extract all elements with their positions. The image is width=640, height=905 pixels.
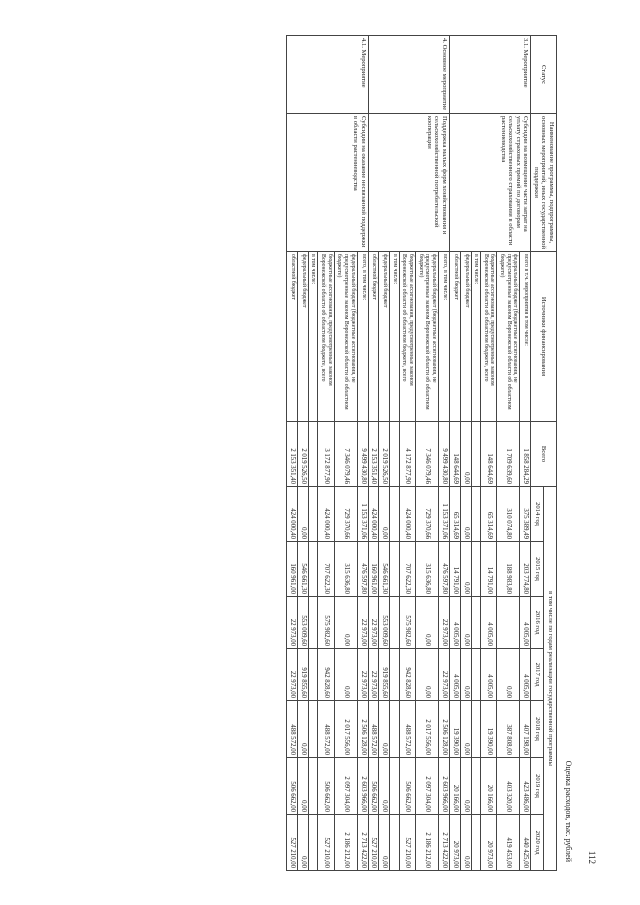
year-value: 575 982,60 — [318, 597, 334, 649]
year-value: 4 005,00 — [520, 649, 531, 701]
year-value: 476 597,80 — [439, 542, 450, 597]
year-value — [308, 758, 318, 815]
year-value: 2 186 212,00 — [334, 815, 357, 871]
year-value: 0,00 — [334, 597, 357, 649]
year-value: 546 661,30 — [297, 542, 308, 597]
year-value: 2 097 304,00 — [334, 758, 357, 815]
total-value: 9 499 430,80 — [439, 422, 450, 487]
rotated-sheet-frame — [35, 35, 595, 870]
year-value: 0,00 — [297, 815, 308, 871]
funding-source: всего, в том числе: — [357, 252, 368, 422]
year-value: 729 370,66 — [416, 487, 439, 542]
total-value: 1 709 639,60 — [497, 422, 520, 487]
year-value: 19 390,00 — [449, 701, 460, 758]
year-value: 2 097 304,00 — [416, 758, 439, 815]
total-value: 3 172 877,90 — [318, 422, 334, 487]
year-value: 919 855,60 — [297, 649, 308, 701]
year-value: 407 198,00 — [520, 701, 531, 758]
funding-source: бюджетные ассигнования, предусмотренные законом Воронежской области об областном бюджете, всего — [481, 252, 497, 422]
funding-source: федеральный бюджет (бюджетные ассигнования, не предусмотренные законом Воронежской области об областном бюджете) — [334, 252, 357, 422]
year-value: 188 983,80 — [497, 542, 520, 597]
funding-source: бюджетные ассигнования, предусмотренные законом Воронежской области об областном бюджете, всего — [399, 252, 415, 422]
funding-source: федеральный бюджет (бюджетные ассигнования, не предусмотренные законом Воронежской области об областном бюджете) — [416, 252, 439, 422]
year-value — [471, 701, 481, 758]
year-value: 22 973,00 — [439, 597, 450, 649]
total-value: 148 644,69 — [449, 422, 460, 487]
total-value: 4 172 877,90 — [399, 422, 415, 487]
page-number: 112 — [587, 850, 597, 864]
year-value: 942 828,60 — [399, 649, 415, 701]
year-value — [471, 542, 481, 597]
year-value: 423 486,00 — [520, 758, 531, 815]
total-value — [308, 422, 318, 487]
year-value: 160 961,00 — [368, 542, 379, 597]
total-value: 2 019 526,50 — [297, 422, 308, 487]
header-year: 2014 год — [531, 487, 544, 542]
header-year: 2020 год — [531, 815, 544, 871]
year-value: 2 017 556,00 — [416, 701, 439, 758]
year-value: 2 603 966,00 — [357, 758, 368, 815]
total-value: 1 858 284,29 — [520, 422, 531, 487]
row-status: 4. Основное мероприятие — [368, 36, 449, 114]
year-value: 2 506 128,00 — [357, 701, 368, 758]
expenditure-caption: Оценка расходов, тыс. рублей — [564, 760, 573, 862]
year-value: 22 973,00 — [439, 649, 450, 701]
table-row — [357, 36, 368, 871]
year-value: 419 453,00 — [497, 815, 520, 871]
year-value: 65 314,69 — [481, 487, 497, 542]
total-value: 2 153 351,40 — [368, 422, 379, 487]
year-value: 0,00 — [460, 815, 471, 871]
total-value: 2 153 351,40 — [287, 422, 298, 487]
year-value: 424 000,40 — [287, 487, 298, 542]
year-value: 506 662,00 — [287, 758, 298, 815]
funding-source: областной бюджет — [287, 252, 298, 422]
year-value: 476 597,80 — [357, 542, 368, 597]
year-value: 0,00 — [416, 649, 439, 701]
year-value: 553 009,60 — [379, 597, 390, 649]
year-value: 22 973,00 — [357, 597, 368, 649]
year-value: 0,00 — [460, 649, 471, 701]
year-value: 424 000,40 — [399, 487, 415, 542]
table-row — [439, 36, 450, 871]
year-value: 506 662,00 — [368, 758, 379, 815]
year-value: 20 973,00 — [449, 815, 460, 871]
year-value — [308, 542, 318, 597]
year-value: 14 791,00 — [449, 542, 460, 597]
year-value: 2 713 422,00 — [357, 815, 368, 871]
row-status: 3.1. Мероприятие — [449, 36, 530, 114]
header-total: Всего — [531, 422, 557, 487]
year-value: 0,00 — [334, 649, 357, 701]
year-value — [471, 597, 481, 649]
year-value: 488 572,00 — [318, 701, 334, 758]
year-value: 0,00 — [379, 701, 390, 758]
row-status: 4.1. Мероприятие — [287, 36, 368, 114]
year-value: 20 166,00 — [449, 758, 460, 815]
year-value: 19 390,00 — [481, 701, 497, 758]
funding-source: областной бюджет — [449, 252, 460, 422]
year-value — [471, 487, 481, 542]
year-value — [308, 597, 318, 649]
header-name: Наименование программы, подпрограммы, основных мероприятий, иных государственной поддержки — [531, 114, 557, 252]
year-value: 22 973,00 — [368, 649, 379, 701]
year-value: 160 961,00 — [287, 542, 298, 597]
year-value: 4 005,00 — [449, 649, 460, 701]
header-status: Статус — [531, 36, 557, 114]
year-value: 14 791,00 — [481, 542, 497, 597]
funding-source: всего в т.ч. мероприятия в том числе: — [520, 252, 531, 422]
year-value: 403 320,00 — [497, 758, 520, 815]
year-value: 0,00 — [460, 758, 471, 815]
year-value: 0,00 — [460, 542, 471, 597]
year-value: 527 210,00 — [368, 815, 379, 871]
funding-source: в том числе: — [390, 252, 400, 422]
table-body — [287, 36, 531, 871]
landscape-sheet — [35, 35, 595, 870]
year-value: 488 572,00 — [287, 701, 298, 758]
funding-source: в том числе: — [471, 252, 481, 422]
year-value — [471, 758, 481, 815]
year-value: 22 973,00 — [287, 597, 298, 649]
year-value: 0,00 — [460, 597, 471, 649]
year-value: 4 005,00 — [449, 597, 460, 649]
year-value: 310 074,80 — [497, 487, 520, 542]
year-value — [390, 487, 400, 542]
year-value: 527 210,00 — [318, 815, 334, 871]
year-value: 315 636,80 — [334, 542, 357, 597]
total-value: 9 499 430,80 — [357, 422, 368, 487]
funding-source: федеральный бюджет — [379, 252, 390, 422]
year-value: 387 808,00 — [497, 701, 520, 758]
year-value: 22 973,00 — [287, 649, 298, 701]
year-value: 22 973,00 — [357, 649, 368, 701]
year-value: 0,00 — [297, 758, 308, 815]
year-value: 0,00 — [297, 487, 308, 542]
year-value: 0,00 — [379, 815, 390, 871]
total-value: 0,00 — [460, 422, 471, 487]
year-value: 488 572,00 — [368, 701, 379, 758]
year-value: 527 210,00 — [399, 815, 415, 871]
year-value: 20 973,00 — [481, 815, 497, 871]
year-value — [390, 597, 400, 649]
year-value: 2 186 212,00 — [416, 815, 439, 871]
funding-source: в том числе: — [308, 252, 318, 422]
year-value: 0,00 — [460, 701, 471, 758]
year-value — [471, 815, 481, 871]
year-value — [390, 542, 400, 597]
year-value: 22 973,00 — [368, 597, 379, 649]
budget-table — [286, 35, 557, 871]
year-value: 942 828,60 — [318, 649, 334, 701]
year-value: 553 009,60 — [297, 597, 308, 649]
year-value: 488 572,00 — [399, 701, 415, 758]
header-year: 2016 год — [531, 597, 544, 649]
year-value: 4 005,00 — [481, 597, 497, 649]
funding-source: федеральный бюджет — [460, 252, 471, 422]
year-value: 315 636,80 — [416, 542, 439, 597]
year-value: 729 370,66 — [334, 487, 357, 542]
year-value: 707 622,30 — [318, 542, 334, 597]
year-value — [390, 649, 400, 701]
total-value: 7 346 079,46 — [334, 422, 357, 487]
header-source: Источники финансирования — [531, 252, 557, 422]
year-value — [308, 649, 318, 701]
year-value: 2 713 422,00 — [439, 815, 450, 871]
year-value — [497, 597, 520, 649]
table-header — [531, 36, 557, 871]
year-value: 20 166,00 — [481, 758, 497, 815]
header-year: 2019 год — [531, 758, 544, 815]
year-value: 1 153 371,06 — [439, 487, 450, 542]
year-value — [308, 701, 318, 758]
year-value: 2 506 128,00 — [439, 701, 450, 758]
year-value: 2 603 966,00 — [439, 758, 450, 815]
year-value: 0,00 — [379, 487, 390, 542]
year-value: 575 982,60 — [399, 597, 415, 649]
year-value: 424 000,40 — [318, 487, 334, 542]
year-value: 707 622,30 — [399, 542, 415, 597]
year-value: 4 005,00 — [481, 649, 497, 701]
header-year: 2017 год — [531, 649, 544, 701]
header-year: 2015 год — [531, 542, 544, 597]
table-row — [520, 36, 531, 871]
year-value: 203 774,80 — [520, 542, 531, 597]
funding-source: бюджетные ассигнования, предусмотренные законом Воронежской области об областном бюджете, всего — [318, 252, 334, 422]
funding-source: всего, в том числе: — [439, 252, 450, 422]
year-value — [390, 701, 400, 758]
total-value: 148 644,69 — [481, 422, 497, 487]
row-program-name: Поддержка малых форм хозяйствования и сельскохозяйственной потребительской кооперации — [368, 114, 449, 252]
year-value: 506 662,00 — [318, 758, 334, 815]
total-value — [390, 422, 400, 487]
year-value: 424 000,40 — [368, 487, 379, 542]
year-value — [308, 815, 318, 871]
year-value: 0,00 — [297, 701, 308, 758]
year-value: 527 210,00 — [287, 815, 298, 871]
year-value: 0,00 — [497, 649, 520, 701]
year-value: 1 153 371,06 — [357, 487, 368, 542]
funding-source: федеральный бюджет — [297, 252, 308, 422]
funding-source: федеральный бюджет (бюджетные ассигнования, не предусмотренные законом Воронежской области об областном бюджете) — [497, 252, 520, 422]
year-value — [308, 487, 318, 542]
header-years-group: в том числе по годам реализации государственной программы — [544, 487, 557, 871]
year-value: 919 855,60 — [379, 649, 390, 701]
year-value: 0,00 — [460, 487, 471, 542]
year-value: 2 017 556,00 — [334, 701, 357, 758]
row-program-name: Субсидии на оказание несвязанной поддержки в области растениеводства — [287, 114, 368, 252]
year-value — [390, 758, 400, 815]
funding-source: областной бюджет — [368, 252, 379, 422]
year-value: 546 661,30 — [379, 542, 390, 597]
total-value: 7 346 079,46 — [416, 422, 439, 487]
year-value: 4 005,00 — [520, 597, 531, 649]
row-program-name: Субсидии на возмещение части затрат на уплату страховых премий по договорам сельскохозяйственного страхования в области растениеводства — [449, 114, 530, 252]
year-value: 375 389,49 — [520, 487, 531, 542]
total-value — [471, 422, 481, 487]
year-value — [390, 815, 400, 871]
year-value — [471, 649, 481, 701]
year-value: 506 662,00 — [399, 758, 415, 815]
header-year: 2018 год — [531, 701, 544, 758]
year-value: 440 425,00 — [520, 815, 531, 871]
year-value: 0,00 — [379, 758, 390, 815]
total-value: 2 019 526,50 — [379, 422, 390, 487]
year-value: 65 314,69 — [449, 487, 460, 542]
year-value: 0,00 — [416, 597, 439, 649]
